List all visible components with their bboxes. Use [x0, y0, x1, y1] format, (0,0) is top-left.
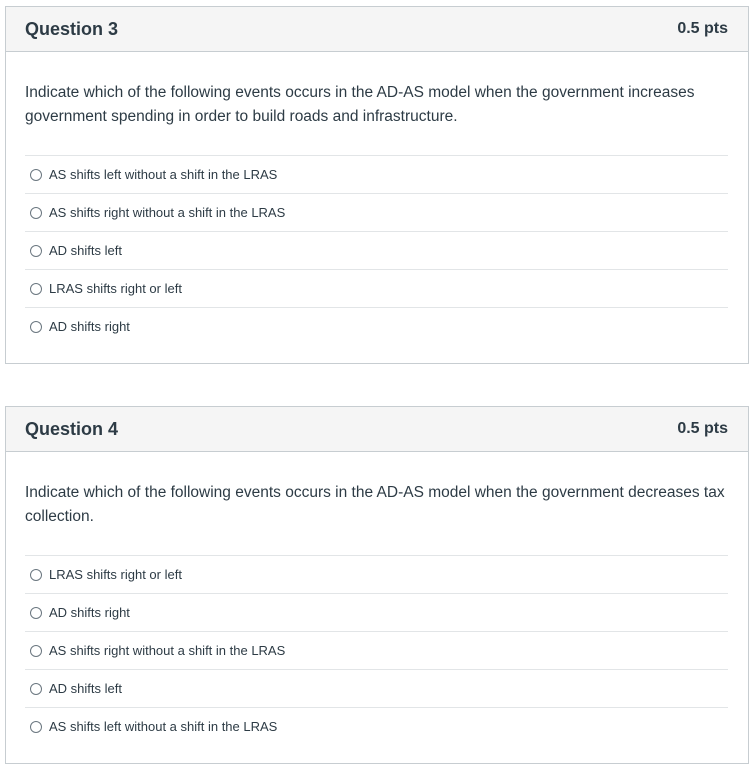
question-body	[6, 452, 748, 745]
radio-button-icon[interactable]	[30, 169, 42, 181]
question-4-card	[5, 406, 749, 764]
question-header	[6, 7, 748, 52]
radio-button-icon[interactable]	[30, 607, 42, 619]
answer-option[interactable]	[25, 270, 728, 308]
answer-label[interactable]: AD shifts right	[49, 605, 130, 620]
question-header	[6, 407, 748, 452]
answer-label[interactable]: AS shifts right without a shift in the LRAS	[49, 205, 286, 220]
answer-label[interactable]: AS shifts left without a shift in the LRAS	[49, 167, 278, 182]
radio-button-icon[interactable]	[30, 683, 42, 695]
radio-button-icon[interactable]	[30, 569, 42, 581]
answer-label[interactable]: LRAS shifts right or left	[49, 567, 182, 582]
question-text: Indicate which of the following events occurs in the AD-AS model when the government increases government spending in order to build roads and infrastructure.	[25, 84, 695, 125]
answer-option[interactable]	[25, 232, 728, 270]
answer-option[interactable]	[25, 194, 728, 232]
answer-option[interactable]	[25, 594, 728, 632]
question-body	[6, 52, 748, 345]
radio-button-icon[interactable]	[30, 283, 42, 295]
answer-label[interactable]: AD shifts left	[49, 681, 122, 696]
answer-label[interactable]: LRAS shifts right or left	[49, 281, 182, 296]
answer-label[interactable]: AS shifts left without a shift in the LRAS	[49, 719, 278, 734]
question-points: 0.5 pts	[677, 20, 728, 37]
answer-label[interactable]: AD shifts left	[49, 243, 122, 258]
answer-list	[25, 555, 728, 745]
radio-button-icon[interactable]	[30, 645, 42, 657]
answer-option[interactable]	[25, 708, 728, 745]
question-points: 0.5 pts	[677, 420, 728, 437]
radio-button-icon[interactable]	[30, 207, 42, 219]
answer-option[interactable]	[25, 156, 728, 194]
answer-list	[25, 155, 728, 345]
radio-button-icon[interactable]	[30, 321, 42, 333]
answer-option[interactable]	[25, 308, 728, 345]
question-title: Question 3	[25, 18, 119, 39]
answer-option[interactable]	[25, 556, 728, 594]
answer-label[interactable]: AS shifts right without a shift in the LRAS	[49, 643, 286, 658]
answer-label[interactable]: AD shifts right	[49, 319, 130, 334]
answer-option[interactable]	[25, 632, 728, 670]
radio-button-icon[interactable]	[30, 721, 42, 733]
radio-button-icon[interactable]	[30, 245, 42, 257]
question-text: Indicate which of the following events occurs in the AD-AS model when the government decreases tax collection.	[25, 484, 725, 525]
question-title: Question 4	[25, 418, 119, 439]
question-3-card	[5, 6, 749, 364]
answer-option[interactable]	[25, 670, 728, 708]
